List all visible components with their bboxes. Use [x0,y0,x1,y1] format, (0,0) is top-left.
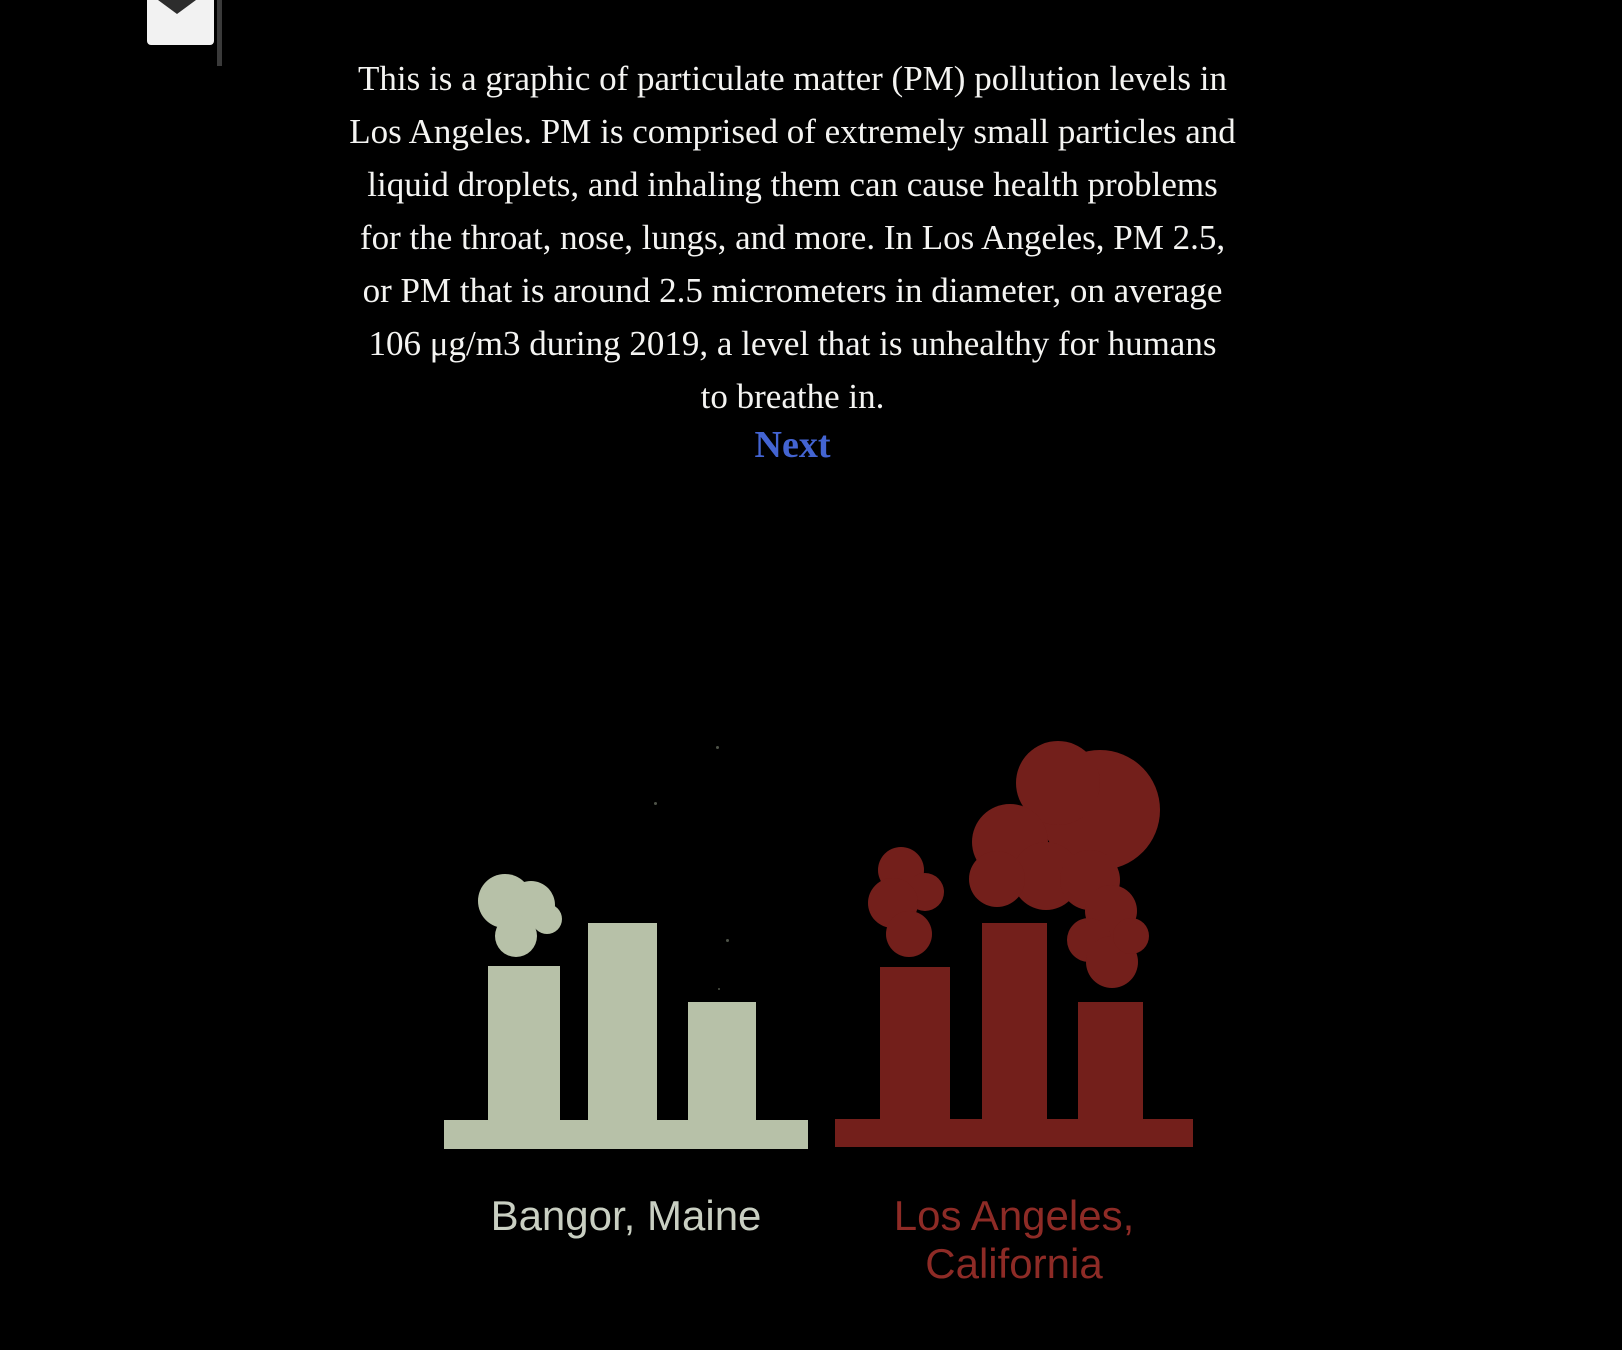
los-angeles-label-line: Los Angeles, [893,1192,1135,1239]
intro-line: liquid droplets, and inhaling them can cause health problems [367,165,1218,204]
intro-line: to breathe in. [700,377,885,416]
smokestack-bar [1078,1002,1143,1119]
smokestack-bar [488,966,560,1120]
intro-line: Los Angeles. PM is comprised of extremely small particles and [349,112,1236,151]
los-angeles-label [835,1192,1193,1288]
down-triangle-icon [158,0,196,14]
vertical-line [217,0,222,66]
smoke-cloud [1113,918,1149,954]
intro-line: or PM that is around 2.5 micrometers in diameter, on average [362,271,1223,310]
smokestack-bar [688,1002,756,1120]
los-angeles-label-line: California [925,1240,1103,1287]
smoke-cloud [495,915,537,957]
smokestack-bar [880,967,950,1119]
smoke-cloud [886,911,932,957]
factory-base [444,1120,808,1149]
intro-line: for the throat, nose, lungs, and more. In Los Angeles, PM 2.5, [359,218,1226,257]
particle-speck [654,802,657,805]
bangor-label: Bangor, Maine [490,1192,762,1239]
smokestack-bar [588,923,657,1120]
particle-speck [716,746,719,749]
factory-base [835,1119,1193,1147]
next-link[interactable]: Next [754,424,831,466]
smoke-cloud [532,904,562,934]
intro-line: 106 μg/m3 during 2019, a level that is unhealthy for humans [368,324,1217,363]
smokestack-bar [982,923,1047,1119]
smoke-cloud [969,851,1025,907]
particle-speck [726,939,729,942]
intro-line: This is a graphic of particulate matter (PM) pollution levels in [358,59,1227,98]
particle-speck [718,988,720,990]
intro-paragraph [250,52,1335,423]
